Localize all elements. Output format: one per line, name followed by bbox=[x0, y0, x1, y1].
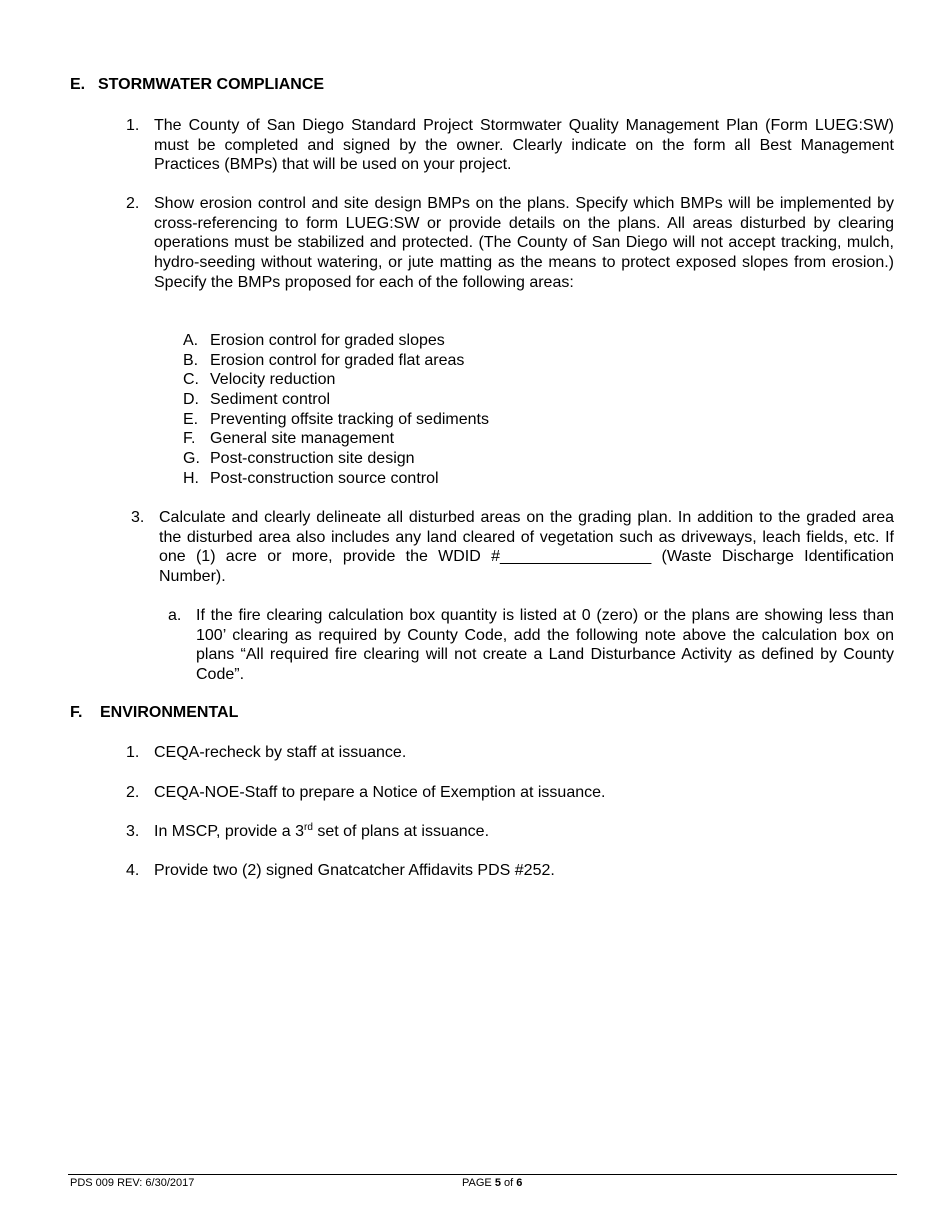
list-item bbox=[183, 331, 489, 351]
section-f-heading bbox=[70, 704, 238, 722]
section-f-item-3 bbox=[126, 822, 894, 842]
bmp-area-list bbox=[183, 331, 489, 489]
section-e-note-a bbox=[168, 606, 894, 685]
item-text-continued: set of plans at issuance. bbox=[312, 823, 490, 840]
page-label: PAGE bbox=[462, 1177, 492, 1189]
section-e-item-1 bbox=[126, 116, 894, 175]
item-text: CEQA-NOE-Staff to prepare a Notice of Exemption at issuance. bbox=[154, 784, 606, 801]
list-item bbox=[183, 351, 489, 371]
section-e-heading bbox=[70, 76, 324, 94]
ordinal-superscript: rd bbox=[304, 822, 313, 833]
list-letter: F. bbox=[183, 430, 196, 448]
section-e-item-2 bbox=[126, 194, 894, 293]
list-text: Erosion control for graded slopes bbox=[210, 332, 445, 349]
list-text: General site management bbox=[210, 430, 395, 448]
list-item bbox=[183, 429, 489, 449]
list-text: Velocity reduction bbox=[210, 371, 336, 389]
list-item bbox=[183, 449, 489, 469]
section-f-item-1 bbox=[126, 743, 894, 763]
of-label: of bbox=[504, 1177, 514, 1189]
list-text: Preventing offsite tracking of sediments bbox=[210, 410, 489, 428]
item-number: 1. bbox=[126, 744, 140, 761]
page-number: 5 bbox=[494, 1177, 501, 1189]
list-text: Erosion control for graded flat areas bbox=[210, 351, 465, 369]
item-text: Calculate and clearly delineate all disturbed areas on the grading plan. In addition to the graded area the disturbed area also includes any land cleared of vegetation such as driveways, leach fields, etc. If one (1) acre or more, provide the WDID #_________________ (Waste Discharge Identification Number). bbox=[159, 509, 894, 586]
item-text: Provide two (2) signed Gnatcatcher Affidavits PDS #252. bbox=[154, 862, 555, 879]
item-text: Show erosion control and site design BMPs on the plans. Specify which BMPs will be implemented by cross-referencing to form LUEG:SW or provide details on the plans. All areas disturbed by clearing operations must be stabilized and protected. (The County of San Diego will not accept tracking, mulch, hydro-seeding without watering, or jute matting as the means to protect exposed slopes from erosion.) Specify the BMPs proposed for each of the following areas: bbox=[154, 195, 894, 291]
list-letter: D. bbox=[183, 391, 199, 409]
page-total: 6 bbox=[516, 1177, 523, 1189]
list-letter: B. bbox=[183, 351, 199, 369]
item-number: 2. bbox=[126, 784, 140, 801]
footer-divider bbox=[68, 1174, 897, 1175]
section-f-letter: F. bbox=[70, 704, 83, 721]
list-item bbox=[183, 410, 489, 430]
item-text: In MSCP, provide a 3 bbox=[154, 823, 305, 840]
list-item bbox=[183, 469, 489, 489]
section-f-item-4 bbox=[126, 861, 894, 881]
page-indicator bbox=[462, 1177, 522, 1189]
form-revision: PDS 009 REV: 6/30/2017 bbox=[70, 1177, 195, 1189]
section-e-title: STORMWATER COMPLIANCE bbox=[98, 76, 325, 93]
list-item bbox=[183, 370, 489, 390]
item-text: The County of San Diego Standard Project Stormwater Quality Management Plan (Form LUEG:SW) must be completed and signed by the owner. Clearly indicate on the form all Best Management Practices (BMPs) that will be used on your project. bbox=[154, 117, 894, 174]
item-number: 2. bbox=[126, 195, 140, 212]
list-text: Post-construction source control bbox=[210, 469, 439, 487]
item-text: CEQA-recheck by staff at issuance. bbox=[154, 744, 407, 761]
section-e-letter: E. bbox=[70, 76, 86, 93]
item-number: 3. bbox=[126, 823, 140, 840]
list-item bbox=[183, 390, 489, 410]
list-text: Post-construction site design bbox=[210, 450, 415, 468]
list-letter: C. bbox=[183, 371, 199, 389]
item-number: 1. bbox=[126, 117, 140, 134]
list-text: Sediment control bbox=[210, 391, 331, 409]
section-f-item-2 bbox=[126, 783, 894, 803]
item-letter: a. bbox=[168, 607, 182, 624]
list-letter: E. bbox=[183, 410, 199, 428]
item-number: 4. bbox=[126, 862, 140, 879]
item-text: If the fire clearing calculation box quantity is listed at 0 (zero) or the plans are showing less than 100’ clearing as required by County Code, add the following note above the calculation box on plans “All required fire clearing will not create a Land Disturbance Activity as defined by County Code”. bbox=[196, 607, 894, 684]
section-e-item-3 bbox=[131, 508, 894, 587]
list-letter: H. bbox=[183, 469, 199, 487]
item-number: 3. bbox=[131, 509, 145, 526]
list-letter: A. bbox=[183, 332, 199, 349]
list-letter: G. bbox=[183, 450, 200, 468]
section-f-title: ENVIRONMENTAL bbox=[100, 704, 239, 721]
